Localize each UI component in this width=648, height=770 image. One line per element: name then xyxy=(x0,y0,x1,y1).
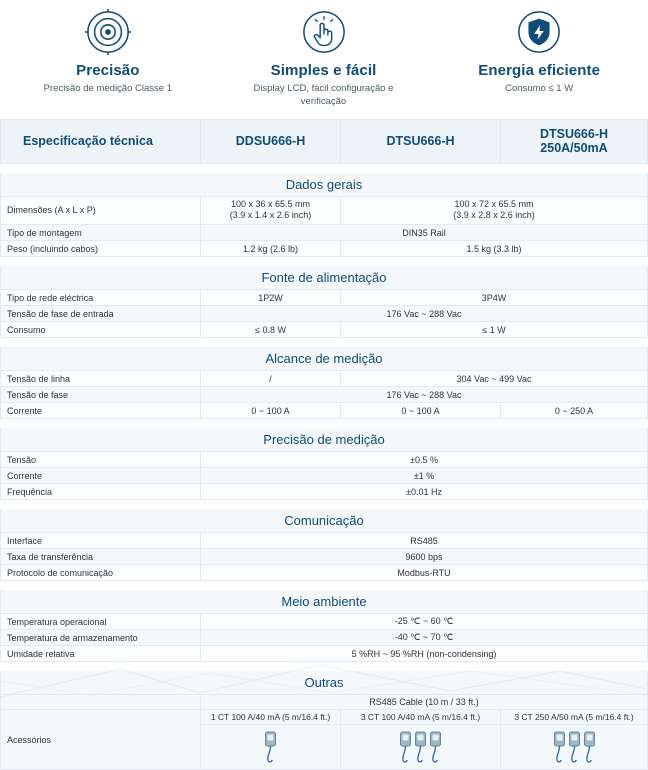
section-header-row xyxy=(1,509,648,533)
row-value: 1.2 kg (2.6 lb) xyxy=(201,241,341,257)
row-label: Dimensões (A x L x P) xyxy=(1,196,201,224)
row-value: 3P4W xyxy=(341,290,648,306)
column-header-dtsu666h: DTSU666-H xyxy=(341,119,501,163)
accessory-label-2: 3 CT 100 A/40 mA (5 m/16.4 ft.) xyxy=(341,710,501,725)
table-row xyxy=(1,484,648,500)
row-label: Temperatura de armazenamento xyxy=(1,630,201,646)
column-header-ddsu666h: DDSU666-H xyxy=(201,119,341,163)
feature-title: Precisão xyxy=(76,62,140,79)
feature-title: Simples e fácil xyxy=(270,62,377,79)
table-row xyxy=(1,225,648,241)
accessories-label: Acessórios xyxy=(1,710,201,770)
feature-desc: Precisão de medição Classe 1 xyxy=(43,83,172,94)
section-header-row xyxy=(1,428,648,452)
feature-desc: Consumo ≤ 1 W xyxy=(505,83,574,94)
row-value: 176 Vac ~ 288 Vac xyxy=(201,306,648,322)
row-value: ±0.5 % xyxy=(201,452,648,468)
row-value: 304 Vac ~ 499 Vac xyxy=(341,371,648,387)
section-header-row xyxy=(1,266,648,290)
section-header-row xyxy=(1,347,648,371)
row-label: Peso (incluindo cabos) xyxy=(1,241,201,257)
table-row xyxy=(1,387,648,403)
table-spacer-row xyxy=(1,419,648,428)
table-row xyxy=(1,196,648,224)
row-label: Consumo xyxy=(1,322,201,338)
feature-precision xyxy=(0,6,216,109)
table-spacer-row xyxy=(1,662,648,671)
row-value: 0 ~ 100 A xyxy=(201,403,341,419)
row-value: -25 ℃ ~ 60 ℃ xyxy=(201,614,648,630)
table-row xyxy=(1,630,648,646)
accessories-label-row xyxy=(1,710,648,725)
row-label: Protocolo de comunicação xyxy=(1,565,201,581)
section-title: Fonte de alimentação xyxy=(1,266,648,290)
row-value: 1.5 kg (3.3 lb) xyxy=(341,241,648,257)
row-label: Tensão de linha xyxy=(1,371,201,387)
row-value: / xyxy=(201,371,341,387)
table-spacer-row xyxy=(1,163,648,172)
table-row xyxy=(1,452,648,468)
table-spacer-row xyxy=(1,338,648,347)
accessory-label-1: 1 CT 100 A/40 mA (5 m/16.4 ft.) xyxy=(201,710,341,725)
row-value: ≤ 1 W xyxy=(341,322,648,338)
accessory-label-3: 3 CT 250 A/50 mA (5 m/16.4 ft.) xyxy=(501,710,648,725)
accessory-image-3 xyxy=(501,725,648,770)
feature-title: Energia eficiente xyxy=(478,62,601,79)
row-value: RS485 xyxy=(201,533,648,549)
row-value: 100 x 72 x 65.5 mm (3.9 x 2.8 x 2.6 inch) xyxy=(341,196,648,224)
table-header xyxy=(1,119,648,163)
target-precision-icon xyxy=(6,6,210,58)
feature-simple-easy xyxy=(216,6,432,109)
section-header-row xyxy=(1,590,648,614)
table-row xyxy=(1,241,648,257)
table-row xyxy=(1,695,648,710)
row-value: 1P2W xyxy=(201,290,341,306)
accessory-image-2 xyxy=(341,725,501,770)
table-row xyxy=(1,290,648,306)
row-value: 9600 bps xyxy=(201,549,648,565)
accessory-image-1 xyxy=(201,725,341,770)
hand-touch-icon xyxy=(222,6,426,58)
feature-desc: Display LCD, fácil configuração e verificação xyxy=(253,83,394,107)
row-value: DIN35 Rail xyxy=(201,225,648,241)
row-label: Umidade relativa xyxy=(1,646,201,662)
table-row xyxy=(1,322,648,338)
row-label: Corrente xyxy=(1,468,201,484)
table-row xyxy=(1,403,648,419)
table-row xyxy=(1,565,648,581)
row-value: 0 ~ 100 A xyxy=(341,403,501,419)
table-row xyxy=(1,533,648,549)
row-label: Tensão de fase xyxy=(1,387,201,403)
row-value: 176 Vac ~ 288 Vac xyxy=(201,387,648,403)
section-title: Outras xyxy=(1,671,648,695)
table-row xyxy=(1,549,648,565)
row-label: Interface xyxy=(1,533,201,549)
row-label: Tipo de montagem xyxy=(1,225,201,241)
cable-note: RS485 Cable (10 m / 33 ft.) xyxy=(201,695,648,710)
table-row xyxy=(1,306,648,322)
row-value: 0 ~ 250 A xyxy=(501,403,648,419)
table-row xyxy=(1,468,648,484)
table-body xyxy=(1,163,648,769)
shield-energy-icon xyxy=(437,6,641,58)
row-value: 5 %RH ~ 95 %RH (non-condensing) xyxy=(201,646,648,662)
row-label: Frequência xyxy=(1,484,201,500)
section-title: Comunicação xyxy=(1,509,648,533)
table-row xyxy=(1,371,648,387)
row-label: Tensão de fase de entrada xyxy=(1,306,201,322)
feature-energy-efficient xyxy=(431,6,647,109)
table-row xyxy=(1,646,648,662)
section-title: Dados gerais xyxy=(1,172,648,196)
row-label: Corrente xyxy=(1,403,201,419)
section-header-row xyxy=(1,172,648,196)
row-value: -40 ℃ ~ 70 ℃ xyxy=(201,630,648,646)
section-title: Meio ambiente xyxy=(1,590,648,614)
table-row xyxy=(1,614,648,630)
specifications-table xyxy=(0,119,648,770)
row-label: Tipo de rede eléctrica xyxy=(1,290,201,306)
column-header-spec: Especificação técnica xyxy=(1,119,201,163)
table-spacer-row xyxy=(1,500,648,509)
row-value: Modbus-RTU xyxy=(201,565,648,581)
row-label: Temperatura operacional xyxy=(1,614,201,630)
row-value: ≤ 0.8 W xyxy=(201,322,341,338)
row-label xyxy=(1,695,201,710)
section-title: Precisão de medição xyxy=(1,428,648,452)
features-strip xyxy=(0,0,647,119)
row-value: ±1 % xyxy=(201,468,648,484)
table-spacer-row xyxy=(1,257,648,266)
section-header-row xyxy=(1,671,648,695)
row-label: Taxa de transferência xyxy=(1,549,201,565)
table-spacer-row xyxy=(1,581,648,590)
column-header-dtsu666h-250a: DTSU666-H 250A/50mA xyxy=(501,119,648,163)
row-label: Tensão xyxy=(1,452,201,468)
row-value: 100 x 36 x 65.5 mm (3.9 x 1.4 x 2.6 inch) xyxy=(201,196,341,224)
section-title: Alcance de medição xyxy=(1,347,648,371)
row-value: ±0.01 Hz xyxy=(201,484,648,500)
